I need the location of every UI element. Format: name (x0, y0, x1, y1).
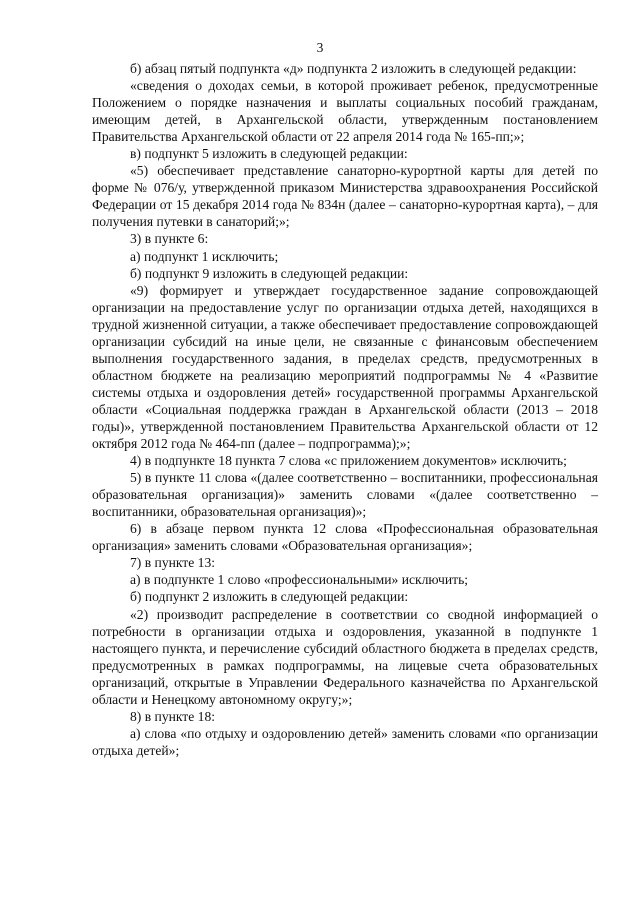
paragraph: б) подпункт 2 изложить в следующей редакции: (130, 589, 409, 605)
paragraph: б) подпункт 9 изложить в следующей редакции: (130, 265, 409, 281)
paragraph: 3) в пункте 6: (130, 231, 209, 247)
paragraph: а) подпункт 1 исключить; (130, 248, 279, 264)
paragraph: «2) производит распределение в соответствии со сводной информацией о потребности в организации отдыха и оздоровления, указанной в подпункте 1 настоящего пункта, и перечисление субсидий областного бюджета в пределах средств, предусмотренных в рамках подпрограммы, на лицевые счета образовательных организаций, открытые в Управлении Федерального казначейства по Архангельской области и Ненецкому автономному округу;»; (92, 606, 598, 707)
paragraph: «сведения о доходах семьи, в которой проживает ребенок, предусмотренные Положением о порядке назначения и выплаты социальных пособий гражданам, имеющим детей, в Архангельской области, утвержденным постановлением Правительства Архангельской области от 22 апреля 2014 года № 165-пп;»; (92, 78, 598, 145)
paragraph: а) слова «по отдыху и оздоровлению детей» заменить словами «по организации отдыха детей»; (92, 725, 598, 758)
paragraph: 6) в абзаце первом пункта 12 слова «Профессиональная образовательная организация» заменить словами «Образовательная организация»; (92, 521, 598, 554)
paragraph: 4) в подпункте 18 пункта 7 слова «с приложением документов» исключить; (130, 453, 567, 469)
paragraph: 5) в пункте 11 слова «(далее соответственно – воспитанники, профессиональная образовательная организация)» заменить словами «(далее соответственно – воспитанники, образовательная организация)»; (92, 470, 598, 520)
paragraph: «9) формирует и утверждает государственное задание сопровождающей организации на предоставление услуг по организации отдыха детей, находящихся в трудной жизненной ситуации, а также обеспечивает предоставление сопровождающей организации субсидий на иные цели, не связанные с финансовым обеспечением выполнения государственного задания, в пределах средств, предусмотренных в областном бюджете на реализацию мероприятий подпрограммы № 4 «Развитие системы отдыха и оздоровления детей» государственной программы Архангельской области «Социальная поддержка граждан в Архангельской области (2013 – 2018 годы)», утвержденной постановлением Правительства Архангельской области от 12 октября 2012 года № 464-пп (далее – подпрограмма);»; (92, 282, 598, 452)
paragraph: а) в подпункте 1 слово «профессиональными» исключить; (130, 572, 469, 588)
page-number: 3 (316, 40, 324, 55)
paragraph: в) подпункт 5 изложить в следующей редакции: (130, 146, 408, 162)
paragraph: б) абзац пятый подпункта «д» подпункта 2 изложить в следующей редакции: (130, 61, 577, 76)
paragraph: 8) в пункте 18: (130, 708, 216, 724)
paragraph: «5) обеспечивает представление санаторно-курортной карты для детей по форме № 076/у, утвержденной приказом Министерства здравоохранения Российской Федерации от 15 декабря 2014 года № 834н (далее – санаторно-курортная карта), – для получения путевки в санаторий;»; (92, 163, 598, 230)
document-body (92, 60, 598, 759)
paragraph: 7) в пункте 13: (130, 555, 216, 571)
